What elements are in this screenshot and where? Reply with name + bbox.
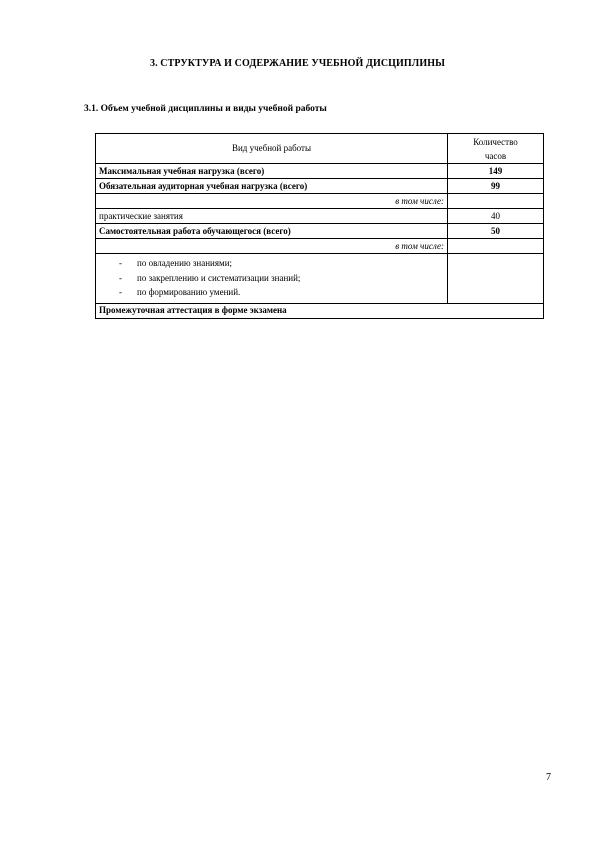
header-work-type: Вид учебной работы: [96, 134, 448, 164]
including-label-1: в том числе:: [96, 194, 448, 209]
including-label-2: в том числе:: [96, 239, 448, 254]
list-hours-empty: [448, 254, 544, 304]
including-hours-1: [448, 194, 544, 209]
page-number: 7: [546, 772, 551, 783]
list-dash: -: [119, 287, 122, 297]
mandatory-load-hours: 99: [448, 179, 544, 194]
header-hours-line1: Количество: [473, 136, 518, 147]
table-row-list: [96, 254, 544, 304]
independent-hours: 50: [448, 224, 544, 239]
list-dash: -: [119, 258, 122, 268]
independent-label: Самостоятельная работа обучающегося (всего): [96, 224, 448, 239]
list-item-text: по овладению знаниями;: [137, 258, 233, 268]
page-heading: 3. СТРУКТУРА И СОДЕРЖАНИЕ УЧЕБНОЙ ДИСЦИПЛИНЫ: [149, 58, 446, 69]
table-header-row: [96, 134, 544, 164]
table-row-independent: [96, 224, 544, 239]
header-hours-line2: часов: [484, 150, 507, 161]
table-row-attestation: [96, 303, 544, 318]
attestation-label: Промежуточная аттестация в форме экзамена: [96, 303, 544, 318]
mandatory-load-label: Обязательная аудиторная учебная нагрузка (всего): [96, 179, 448, 194]
including-hours-2: [448, 239, 544, 254]
table-row-including-2: [96, 239, 544, 254]
max-load-label: Максимальная учебная нагрузка (всего): [96, 164, 448, 179]
independent-work-list: [96, 254, 448, 304]
table-row-max-load: [96, 164, 544, 179]
table-row-mandatory-load: [96, 179, 544, 194]
list-item: [99, 285, 444, 300]
list-item-text: по закреплению и систематизации знаний;: [137, 272, 301, 283]
workload-table: [95, 133, 544, 319]
table-row-practical: [96, 209, 544, 224]
practical-hours: 40: [448, 209, 544, 224]
list-item: [99, 271, 444, 286]
list-dash: -: [119, 272, 122, 283]
section-heading: 3.1. Объем учебной дисциплины и виды учебной работы: [84, 104, 327, 114]
header-hours: [448, 134, 544, 164]
max-load-hours: 149: [448, 164, 544, 179]
list-item-text: по формированию умений.: [137, 287, 241, 297]
table-row-including-1: [96, 194, 544, 209]
list-item: [99, 256, 444, 271]
practical-label: практические занятия: [96, 209, 448, 224]
